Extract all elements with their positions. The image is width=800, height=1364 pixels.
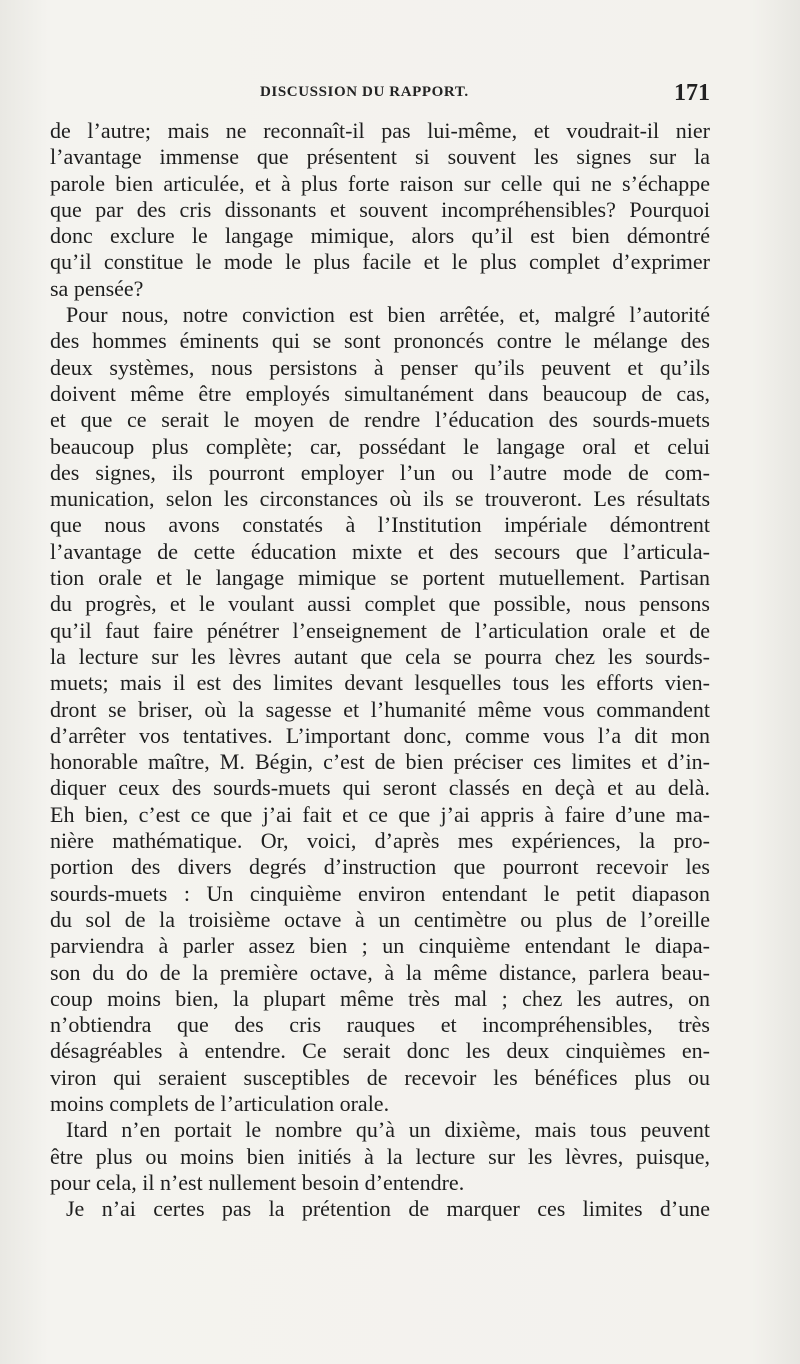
text-line: du progrès, et le voulant aussi complet que possible, nous pensons [50, 591, 710, 617]
text-line: viron qui seraient susceptibles de recevoir les bénéfices plus ou [50, 1064, 710, 1090]
text-line: désagréables à entendre. Ce serait donc les deux cinquièmes en- [50, 1038, 710, 1064]
text-line: l’avantage de cette éducation mixte et des secours que l’articula- [50, 538, 710, 564]
text-line: donc exclure le langage mimique, alors qu’il est bien démontré [50, 223, 710, 249]
page-number: 171 [674, 80, 710, 106]
text-line: sourds-muets : Un cinquième environ entendant le petit diapason [50, 880, 710, 906]
text-line: beaucoup plus complète; car, possédant le langage oral et celui [50, 433, 710, 459]
text-line: pour cela, il n’est nullement besoin d’entendre. [50, 1169, 465, 1195]
text-line: n’obtiendra que des cris rauques et incompréhensibles, très [50, 1012, 710, 1038]
text-line: honorable maître, M. Bégin, c’est de bien préciser ces limites et d’in- [50, 749, 710, 775]
text-line: sa pensée? [50, 275, 144, 301]
text-line: doivent même être employés simultanément dans beaucoup de cas, [50, 380, 710, 406]
text-line: des hommes éminents qui se sont prononcés contre le mélange des [50, 328, 710, 354]
text-line: portion des divers degrés d’instruction que pourront recevoir les [50, 854, 710, 880]
running-title: DISCUSSION DU RAPPORT. [260, 84, 469, 100]
text-line: muets; mais il est des limites devant lesquelles tous les efforts vien- [50, 670, 710, 696]
text-line: de l’autre; mais ne reconnaît-il pas lui-même, et voudrait-il nier [50, 118, 710, 143]
text-line: tion orale et le langage mimique se portent mutuellement. Partisan [50, 565, 710, 591]
text-line: munication, selon les circonstances où ils se trouveront. Les résultats [50, 486, 710, 512]
text-line: que nous avons constatés à l’Institution impériale démontrent [50, 512, 710, 538]
running-head [50, 80, 710, 110]
text-line: parviendra à parler assez bien ; un cinquième entendant le diapa- [50, 933, 710, 959]
text-line: Eh bien, c’est ce que j’ai fait et ce que j’ai appris à faire d’une ma- [50, 801, 710, 827]
text-line: d’arrêter vos tentatives. L’important donc, comme vous l’a dit mon [50, 722, 710, 748]
text-line: être plus ou moins bien initiés à la lecture sur les lèvres, puisque, [50, 1143, 710, 1169]
text-line: la lecture sur les lèvres autant que cela se pourra chez les sourds- [50, 643, 710, 669]
text-line: qu’il constitue le mode le plus facile et le plus complet d’exprimer [50, 249, 710, 275]
text-line: nière mathématique. Or, voici, d’après mes expériences, la pro- [50, 828, 710, 854]
text-line: Itard n’en portait le nombre qu’à un dixième, mais tous peuvent [66, 1117, 710, 1143]
text-line: coup moins bien, la plupart même très mal ; chez les autres, on [50, 985, 710, 1011]
text-line: et que ce serait le moyen de rendre l’éducation des sourds-muets [50, 407, 710, 433]
text-line: Pour nous, notre conviction est bien arrêtée, et, malgré l’autorité [66, 302, 710, 328]
text-line: des signes, ils pourront employer l’un ou l’autre mode de com- [50, 459, 710, 485]
text-line: parole bien articulée, et à plus forte raison sur celle qui ne s’échappe [50, 170, 710, 196]
text-line: du sol de la troisième octave à un centimètre ou plus de l’oreille [50, 906, 710, 932]
text-line: moins complets de l’articulation orale. [50, 1090, 390, 1116]
text-line: diquer ceux des sourds-muets qui seront classés en deçà et au delà. [50, 775, 710, 801]
text-line: qu’il faut faire pénétrer l’enseignement de l’articulation orale et de [50, 617, 710, 643]
text-line: l’avantage immense que présentent si souvent les signes sur la [50, 144, 710, 170]
body-text [50, 118, 710, 1222]
text-line: deux systèmes, nous persistons à penser qu’ils peuvent et qu’ils [50, 354, 710, 380]
text-line: Je n’ai certes pas la prétention de marquer ces limites d’une [66, 1196, 710, 1222]
text-line: son du do de la première octave, à la même distance, parlera beau- [50, 959, 710, 985]
text-line: dront se briser, où la sagesse et l’humanité même vous commandent [50, 696, 710, 722]
text-line: que par des cris dissonants et souvent incompréhensibles? Pourquoi [50, 196, 710, 222]
